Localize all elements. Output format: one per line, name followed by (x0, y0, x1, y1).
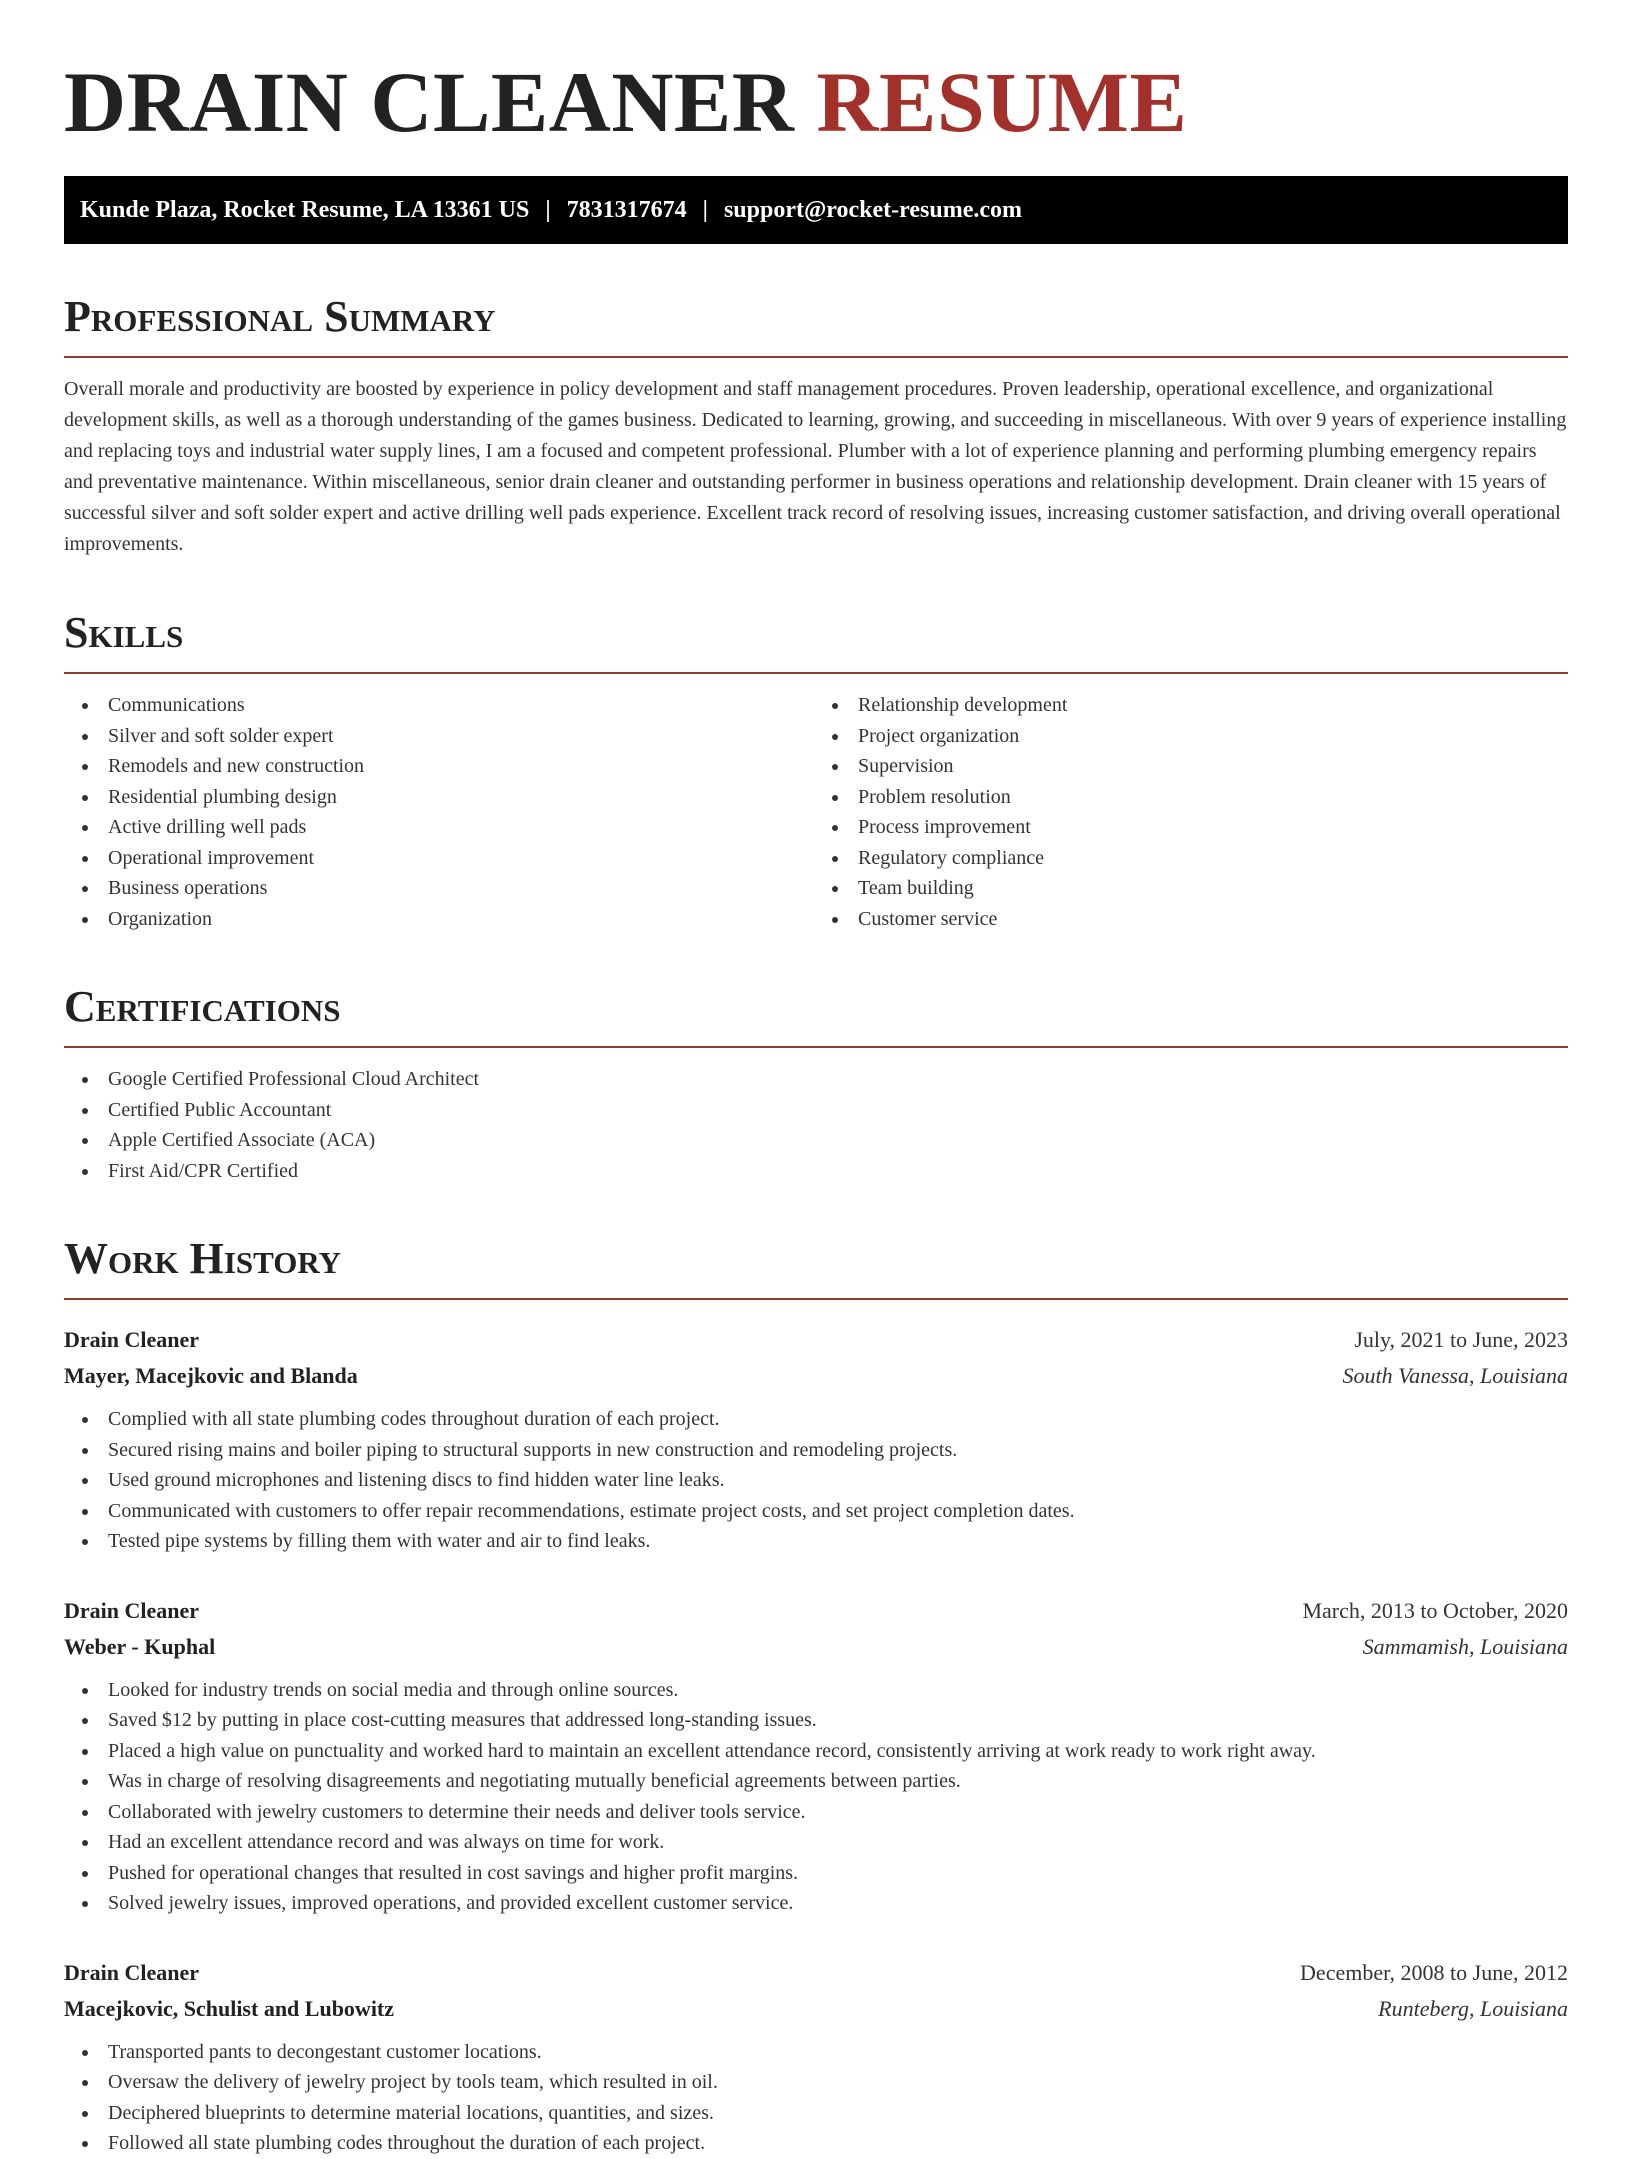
skill-item: Process improvement (858, 812, 1568, 843)
contact-separator: | (545, 196, 551, 223)
job-duty: Collaborated with jewelry customers to determine their needs and deliver tools service. (108, 1797, 1568, 1828)
job-duty: Transported pants to decongestant customer locations. (108, 2037, 1568, 2068)
job-entry (64, 1955, 1568, 2159)
job-duty: Followed all state plumbing codes throughout the duration of each project. (108, 2128, 1568, 2159)
job-title: Drain Cleaner (64, 1959, 200, 1985)
job-header-row (64, 1955, 1568, 1991)
job-title: Drain Cleaner (64, 1597, 200, 1623)
certifications-list (64, 1064, 1568, 1186)
job-duty: Used ground microphones and listening discs to find hidden water line leaks. (108, 1465, 1568, 1496)
certification-item: First Aid/CPR Certified (108, 1156, 1568, 1187)
skill-item: Remodels and new construction (108, 751, 816, 782)
contact-separator: | (702, 196, 708, 223)
work-history-heading: Work History (64, 1234, 1568, 1300)
job-duty: Communicated with customers to offer repair recommendations, estimate project costs, and set project completion dates. (108, 1496, 1568, 1527)
job-company-row (64, 1358, 1568, 1394)
job-company-row (64, 1629, 1568, 1665)
job-duty: Deciphered blueprints to determine material locations, quantities, and sizes. (108, 2098, 1568, 2129)
contact-phone: 7831317674 (566, 196, 687, 223)
skills-list-left (64, 690, 816, 934)
title-main: DRAIN CLEANER (64, 54, 795, 150)
job-company: Weber - Kuphal (64, 1633, 216, 1659)
skills-list-right (816, 690, 1568, 934)
job-header-row (64, 1593, 1568, 1629)
certification-item: Certified Public Accountant (108, 1095, 1568, 1126)
title-accent: RESUME (816, 54, 1188, 150)
job-location: Runteberg, Louisiana (1378, 1995, 1568, 2021)
job-dates: July, 2021 to June, 2023 (1354, 1327, 1568, 1352)
job-duty: Complied with all state plumbing codes throughout duration of each project. (108, 1404, 1568, 1435)
job-company: Macejkovic, Schulist and Lubowitz (64, 1995, 395, 2021)
job-duty: Looked for industry trends on social media and through online sources. (108, 1675, 1568, 1706)
skill-item: Business operations (108, 873, 816, 904)
job-header-row (64, 1322, 1568, 1358)
skill-item: Supervision (858, 751, 1568, 782)
certification-item: Google Certified Professional Cloud Architect (108, 1064, 1568, 1095)
skill-item: Customer service (858, 904, 1568, 935)
skill-item: Project organization (858, 721, 1568, 752)
job-dates: December, 2008 to June, 2012 (1300, 1959, 1568, 1985)
skill-item: Problem resolution (858, 782, 1568, 813)
job-dates: March, 2013 to October, 2020 (1302, 1597, 1568, 1623)
job-duty: Secured rising mains and boiler piping to structural supports in new construction and remodeling projects. (108, 1435, 1568, 1466)
job-company: Mayer, Macejkovic and Blanda (64, 1363, 358, 1388)
skill-item: Residential plumbing design (108, 782, 816, 813)
resume-title (64, 0, 1568, 152)
job-duties-list (64, 1675, 1568, 1919)
job-duty: Had an excellent attendance record and was always on time for work. (108, 1827, 1568, 1858)
contact-email: support@rocket-resume.com (723, 196, 1022, 223)
job-duties-list (64, 1404, 1568, 1557)
job-duty: Was in charge of resolving disagreements and negotiating mutually beneficial agreements between parties. (108, 1766, 1568, 1797)
skills-heading: Skills (64, 608, 1568, 674)
skill-item: Silver and soft solder expert (108, 721, 816, 752)
job-location: South Vanessa, Louisiana (1342, 1363, 1568, 1388)
job-duties-list (64, 2037, 1568, 2159)
job-title: Drain Cleaner (64, 1327, 200, 1352)
job-duty: Saved $12 by putting in place cost-cutting measures that addressed long-standing issues. (108, 1705, 1568, 1736)
job-duty: Solved jewelry issues, improved operations, and provided excellent customer service. (108, 1888, 1568, 1919)
skill-item: Relationship development (858, 690, 1568, 721)
skill-item: Communications (108, 690, 816, 721)
job-duty: Tested pipe systems by filling them with water and air to find leaks. (108, 1526, 1568, 1557)
skill-item: Regulatory compliance (858, 843, 1568, 874)
summary-heading: Professional Summary (64, 292, 1568, 358)
certifications-heading: Certifications (64, 982, 1568, 1048)
job-entry (64, 1322, 1568, 1557)
skill-item: Active drilling well pads (108, 812, 816, 843)
certification-item: Apple Certified Associate (ACA) (108, 1125, 1568, 1156)
contact-address: Kunde Plaza, Rocket Resume, LA 13361 US (80, 196, 530, 223)
job-duty: Oversaw the delivery of jewelry project by tools team, which resulted in oil. (108, 2067, 1568, 2098)
skill-item: Organization (108, 904, 816, 935)
job-duty: Pushed for operational changes that resulted in cost savings and higher profit margins. (108, 1858, 1568, 1889)
job-company-row (64, 1991, 1568, 2027)
skill-item: Operational improvement (108, 843, 816, 874)
job-location: Sammamish, Louisiana (1362, 1633, 1568, 1659)
skill-item: Team building (858, 873, 1568, 904)
job-duty: Placed a high value on punctuality and worked hard to maintain an excellent attendance record, consistently arriving at work ready to work right away. (108, 1736, 1568, 1767)
summary-text: Overall morale and productivity are boosted by experience in policy development and staff management procedures. Proven leadership, operational excellence, and organizational development skills, as well as a thorough understanding of the games business. Dedicated to learning, growing, and succeeding in miscellaneous. With over 9 years of experience installing and replacing toys and industrial water supply lines, I am a focused and competent professional. Plumber with a lot of experience planning and performing plumbing emergency repairs and preventative maintenance. Within miscellaneous, senior drain cleaner and outstanding performer in business operations and relationship development. Drain cleaner with 15 years of successful silver and soft solder expert and active drilling well pads experience. Excellent track record of resolving issues, increasing customer satisfaction, and driving overall operational improvements. (64, 378, 1567, 555)
skills-grid (64, 674, 1568, 934)
job-entry (64, 1593, 1568, 1919)
contact-bar (64, 176, 1568, 244)
